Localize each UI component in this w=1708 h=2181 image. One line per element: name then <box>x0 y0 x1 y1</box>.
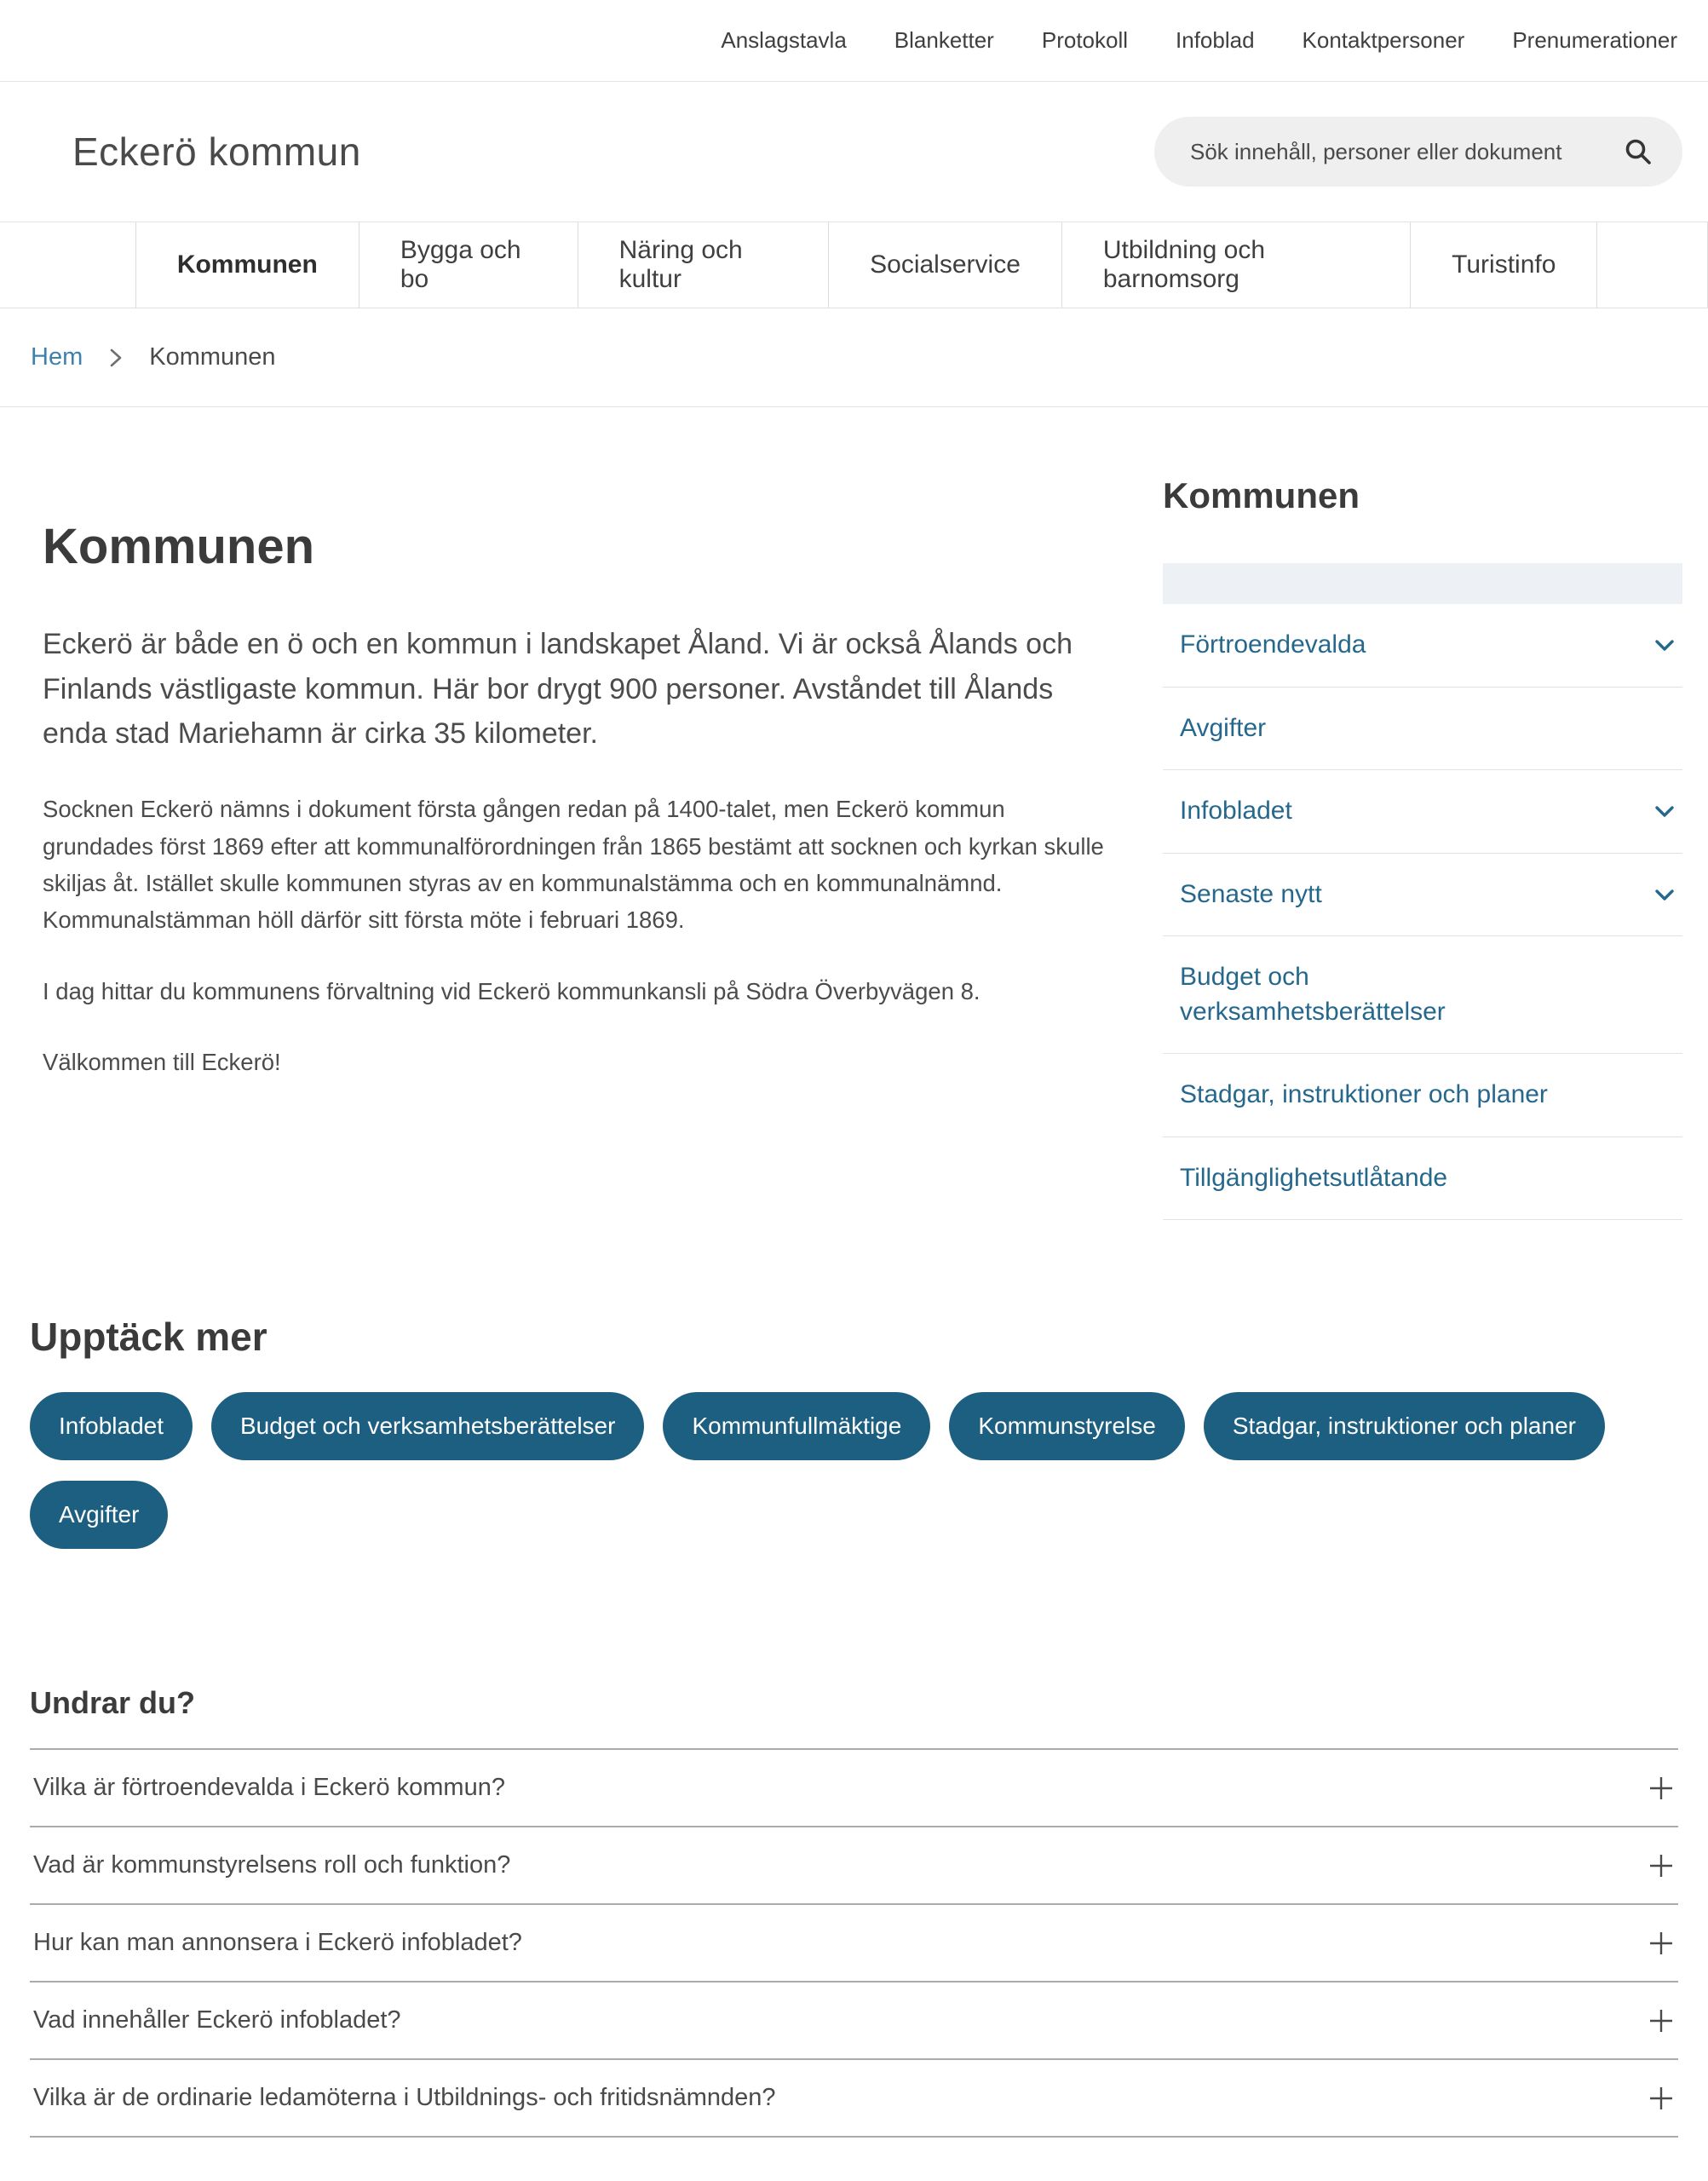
main-nav-item[interactable]: Bygga och bo <box>359 222 578 308</box>
plus-icon[interactable] <box>1648 2007 1675 2034</box>
faq-item[interactable] <box>30 1750 1678 1827</box>
main-nav-item[interactable]: Turistinfo <box>1410 222 1596 308</box>
utility-nav-link[interactable]: Infoblad <box>1176 27 1255 53</box>
site-logo[interactable]: Eckerö kommun <box>72 129 361 174</box>
sidebar-menu-link[interactable]: Senaste nytt <box>1180 879 1322 908</box>
plus-icon[interactable] <box>1648 1930 1675 1957</box>
sidebar-menu <box>1163 604 1682 1220</box>
content-area <box>0 407 1708 1220</box>
discover-pill-button[interactable]: Budget och verksamhetsberättelser <box>211 1392 644 1460</box>
faq-item[interactable] <box>30 1827 1678 1905</box>
utility-nav <box>0 0 1708 82</box>
sidebar-menu-item[interactable] <box>1163 1054 1682 1137</box>
discover-pill-button[interactable]: Infobladet <box>30 1392 193 1460</box>
breadcrumb-home-link[interactable]: Hem <box>31 343 83 371</box>
main-nav-item[interactable]: Näring och kultur <box>578 222 829 308</box>
lead-paragraph: Eckerö är både en ö och en kommun i landskapet Åland. Vi är också Ålands och Finlands västligaste kommun. Här bor drygt 900 personer. Avståndet till Ålands enda stad Mariehamn är cirka 35 kilometer. <box>43 628 1073 751</box>
search-box[interactable] <box>1154 117 1682 187</box>
breadcrumb-current: Kommunen <box>149 343 276 371</box>
search-button[interactable] <box>1623 136 1653 167</box>
body-paragraph: Välkommen till Eckerö! <box>43 1049 281 1076</box>
nav-spacer <box>0 222 135 308</box>
sidebar-menu-item[interactable] <box>1163 604 1682 688</box>
faq-question: Vilka är de ordinarie ledamöterna i Utbildnings- och fritidsnämnden? <box>33 2084 776 2111</box>
sidebar-menu-link[interactable]: Avgifter <box>1180 713 1267 742</box>
faq-question: Hur kan man annonsera i Eckerö infobladet? <box>33 1929 522 1956</box>
body-paragraphs <box>43 791 1107 1081</box>
faq-question: Vad innehåller Eckerö infobladet? <box>33 2006 401 2034</box>
plus-icon[interactable] <box>1648 1775 1675 1802</box>
main-nav <box>0 222 1708 308</box>
plus-icon[interactable] <box>1648 2085 1675 2112</box>
main-nav-item[interactable]: Kommunen <box>135 222 359 308</box>
search-input[interactable] <box>1190 139 1623 165</box>
faq-item[interactable] <box>30 2060 1678 2138</box>
sidebar-menu-item[interactable] <box>1163 1137 1682 1221</box>
utility-nav-link[interactable]: Prenumerationer <box>1512 27 1677 53</box>
sidebar-menu-link[interactable]: Förtroendevalda <box>1180 630 1366 659</box>
sidebar-menu-item[interactable] <box>1163 936 1682 1054</box>
faq-item[interactable] <box>30 1905 1678 1982</box>
faq-title: Undrar du? <box>30 1685 195 1720</box>
main-nav-item[interactable]: Socialservice <box>828 222 1061 308</box>
utility-nav-link[interactable]: Protokoll <box>1041 27 1129 53</box>
sidebar-title: Kommunen <box>1163 475 1360 515</box>
sidebar-active-indicator <box>1163 563 1682 604</box>
faq-item[interactable] <box>30 1982 1678 2060</box>
nav-spacer <box>1596 222 1708 308</box>
plus-icon[interactable] <box>1648 1852 1675 1879</box>
sidebar-menu-item[interactable] <box>1163 854 1682 937</box>
breadcrumb <box>0 308 1708 407</box>
faq-question: Vad är kommunstyrelsens roll och funktion? <box>33 1851 511 1879</box>
sidebar-menu-item[interactable] <box>1163 770 1682 854</box>
sidebar-menu-link[interactable]: Budget och verksamhetsberättelser <box>1180 963 1446 1026</box>
discover-pill-button[interactable]: Stadgar, instruktioner och planer <box>1204 1392 1605 1460</box>
site-header <box>0 82 1708 222</box>
utility-nav-link[interactable]: Anslagstavla <box>721 27 847 53</box>
main-nav-item[interactable]: Utbildning och barnomsorg <box>1061 222 1410 308</box>
faq-list <box>30 1748 1678 2138</box>
chevron-down-icon[interactable] <box>1652 882 1677 907</box>
chevron-right-icon <box>108 347 124 369</box>
discover-pill-button[interactable]: Avgifter <box>30 1481 168 1549</box>
main-content <box>43 407 1107 1220</box>
faq-question: Vilka är förtroendevalda i Eckerö kommun? <box>33 1774 505 1801</box>
discover-pill-button[interactable]: Kommunstyrelse <box>949 1392 1185 1460</box>
chevron-down-icon[interactable] <box>1652 798 1677 824</box>
discover-title: Upptäck mer <box>30 1315 267 1359</box>
discover-pill-button[interactable]: Kommunfullmäktige <box>663 1392 930 1460</box>
search-icon <box>1623 136 1653 167</box>
sidebar-menu-link[interactable]: Stadgar, instruktioner och planer <box>1180 1080 1548 1108</box>
utility-nav-link[interactable]: Blanketter <box>894 27 994 53</box>
faq-section <box>0 1685 1708 2138</box>
body-paragraph: Socknen Eckerö nämns i dokument första gången redan på 1400-talet, men Eckerö kommun grundades först 1869 efter att kommunalförordningen från 1865 bestämt att socknen och kyrkan skulle skiljas åt. Istället skulle kommunen styras av en kommunalstämma och en kommunalnämnd. Kommunalstämman höll därför sitt första möte i februari 1869. <box>43 796 1104 934</box>
sidebar-menu-link[interactable]: Infobladet <box>1180 797 1292 825</box>
page-title: Kommunen <box>43 519 314 574</box>
sidebar <box>1163 407 1682 1220</box>
sidebar-menu-item[interactable] <box>1163 688 1682 771</box>
utility-nav-link[interactable]: Kontaktpersoner <box>1302 27 1465 53</box>
discover-pills <box>30 1392 1682 1549</box>
discover-section <box>0 1314 1708 1549</box>
sidebar-menu-link[interactable]: Tillgänglighetsutlåtande <box>1180 1163 1448 1192</box>
chevron-down-icon[interactable] <box>1652 632 1677 658</box>
body-paragraph: I dag hittar du kommunens förvaltning vid Eckerö kommunkansli på Södra Överbyvägen 8. <box>43 977 981 1004</box>
